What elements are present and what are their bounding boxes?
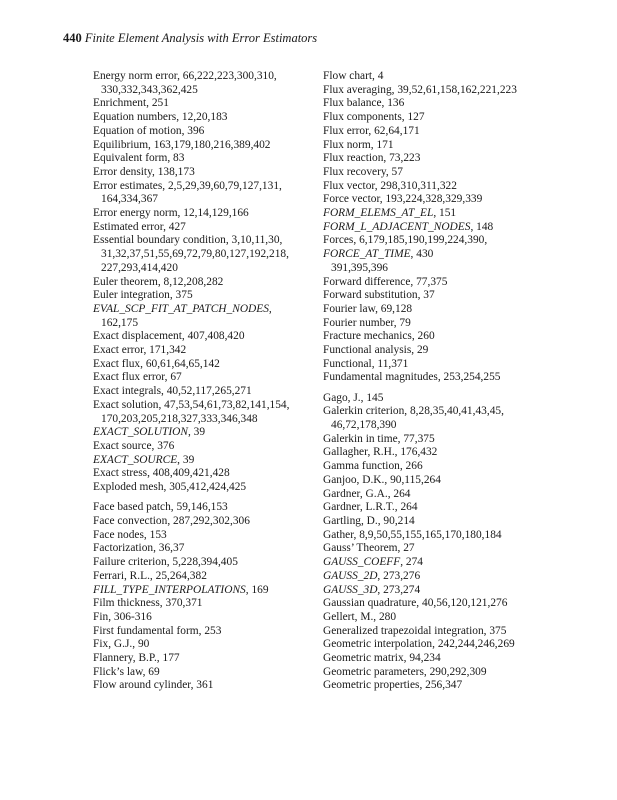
index-entry: Gardner, L.R.T., 264 bbox=[323, 501, 418, 514]
index-entry: Geometric properties, 256,347 bbox=[323, 679, 463, 692]
index-entry: Gaussian quadrature, 40,56,120,121,276 bbox=[323, 597, 508, 610]
index-entry: EVAL_SCP_FIT_AT_PATCH_NODES, bbox=[93, 302, 272, 315]
index-entry: Gauss’ Theorem, 27 bbox=[323, 542, 415, 555]
index-entry: Exact stress, 408,409,421,428 bbox=[93, 467, 230, 480]
index-entry-continuation: 162,175 bbox=[101, 316, 139, 329]
index-entry: Flannery, B.P., 177 bbox=[93, 652, 180, 665]
index-entry: Error density, 138,173 bbox=[93, 165, 195, 178]
index-entry bbox=[323, 584, 553, 598]
index-entry: Failure criterion, 5,228,394,405 bbox=[93, 556, 238, 569]
index-entry: Equilibrium, 163,179,180,216,389,402 bbox=[93, 138, 271, 151]
index-entry: Geometric matrix, 94,234 bbox=[323, 652, 441, 665]
index-column-left bbox=[93, 70, 338, 693]
index-entry-code-name: GAUSS_3D bbox=[323, 583, 378, 596]
index-entry: Enrichment, 251 bbox=[93, 97, 169, 110]
index-entry: Flux reaction, 73,223 bbox=[323, 152, 421, 165]
index-entry-pages: , 274 bbox=[400, 556, 423, 569]
index-entry-continuation: 46,72,178,390 bbox=[331, 419, 397, 432]
index-entry: Gallagher, R.H., 176,432 bbox=[323, 446, 438, 459]
index-entry-code-name: EXACT_SOURCE bbox=[93, 453, 178, 466]
index-entry bbox=[93, 584, 338, 598]
index-entry-continuation: 170,203,205,218,327,333,346,348 bbox=[101, 412, 258, 425]
index-entry bbox=[323, 207, 553, 221]
index-entry: Essential boundary condition, 3,10,11,30, bbox=[93, 234, 283, 247]
index-entry: Flick’s law, 69 bbox=[93, 665, 160, 678]
index-entry: Ferrari, R.L., 25,264,382 bbox=[93, 569, 207, 582]
index-entry: Equation of motion, 396 bbox=[93, 124, 205, 137]
index-entry: Exact flux error, 67 bbox=[93, 371, 182, 384]
index-entry: Flux balance, 136 bbox=[323, 97, 405, 110]
index-entry: Flux recovery, 57 bbox=[323, 165, 403, 178]
index-entry: Flux norm, 171 bbox=[323, 138, 394, 151]
index-entry bbox=[323, 556, 553, 570]
index-entry-pages: , 151 bbox=[433, 207, 457, 220]
index-entry-code-name: FORCE_AT_TIME bbox=[323, 248, 411, 261]
index-entry: Galerkin in time, 77,375 bbox=[323, 432, 435, 445]
index-entry-pages: , 273,276 bbox=[377, 569, 421, 582]
index-entry: Flux components, 127 bbox=[323, 111, 425, 124]
index-entry: Error estimates, 2,5,29,39,60,79,127,131, bbox=[93, 179, 282, 192]
index-entry: Face based patch, 59,146,153 bbox=[93, 501, 228, 514]
index-entry: Equation numbers, 12,20,183 bbox=[93, 111, 228, 124]
index-entry: Gartling, D., 90,214 bbox=[323, 515, 415, 527]
index-entry: Flux vector, 298,310,311,322 bbox=[323, 179, 457, 192]
index-entry: Force vector, 193,224,328,329,339 bbox=[323, 193, 483, 206]
index-entry: Ganjoo, D.K., 90,115,264 bbox=[323, 473, 441, 486]
running-title: Finite Element Analysis with Error Estimators bbox=[84, 31, 318, 45]
index-entry: Fourier number, 79 bbox=[323, 316, 411, 329]
index-entry: First fundamental form, 253 bbox=[93, 624, 222, 637]
index-entry: Euler theorem, 8,12,208,282 bbox=[93, 275, 224, 288]
index-entry: Face convection, 287,292,302,306 bbox=[93, 515, 250, 527]
index-entry: Gardner, G.A., 264 bbox=[323, 487, 411, 500]
index-entry: Exploded mesh, 305,412,424,425 bbox=[93, 481, 247, 494]
index-entry: Euler integration, 375 bbox=[93, 289, 193, 302]
index-entry-pages: , 169 bbox=[245, 583, 269, 596]
index-entry-continuation: 164,334,367 bbox=[101, 193, 158, 206]
index-entry: Flow chart, 4 bbox=[323, 70, 384, 82]
index-entry-code-name: FORM_L_ADJACENT_NODES bbox=[323, 220, 471, 233]
index-entry: Face nodes, 153 bbox=[93, 528, 167, 541]
index-entry: Fundamental magnitudes, 253,254,255 bbox=[323, 371, 501, 384]
page-number: 440 bbox=[63, 31, 82, 45]
index-entry bbox=[323, 570, 553, 584]
index-entry-pages: , 148 bbox=[470, 220, 494, 233]
index-entry: Exact integrals, 40,52,117,265,271 bbox=[93, 385, 252, 398]
index-entry: Geometric parameters, 290,292,309 bbox=[323, 665, 487, 678]
index-entry: Geometric interpolation, 242,244,246,269 bbox=[323, 638, 515, 651]
index-entry: Fin, 306-316 bbox=[93, 610, 152, 623]
index-entry-continuation: 330,332,343,362,425 bbox=[101, 83, 198, 96]
index-entry: Generalized trapezoidal integration, 375 bbox=[323, 624, 507, 637]
index-entry: Flow around cylinder, 361 bbox=[93, 679, 214, 692]
index-entry: Exact error, 171,342 bbox=[93, 344, 187, 357]
index-entry-pages: , 39 bbox=[187, 426, 206, 439]
index-entry-pages: , 39 bbox=[177, 453, 195, 466]
index-entry bbox=[323, 221, 553, 235]
index-entry: Exact flux, 60,61,64,65,142 bbox=[93, 357, 220, 370]
index-entry-pages: , 273,274 bbox=[377, 583, 421, 596]
index-entry: Flux averaging, 39,52,61,158,162,221,223 bbox=[323, 83, 517, 96]
index-entry: Gather, 8,9,50,55,155,165,170,180,184 bbox=[323, 528, 502, 541]
index-entry bbox=[323, 248, 553, 262]
index-entry-continuation: 227,293,414,420 bbox=[101, 261, 178, 274]
index-entry: Gamma function, 266 bbox=[323, 460, 423, 473]
index-entry: Fourier law, 69,128 bbox=[323, 302, 413, 315]
index-entry: Flux error, 62,64,171 bbox=[323, 124, 420, 137]
index-entry: Equivalent form, 83 bbox=[93, 152, 185, 165]
index-entry: Exact displacement, 407,408,420 bbox=[93, 330, 245, 343]
index-entry: Forward substitution, 37 bbox=[323, 289, 435, 302]
index-entry: Functional, 11,371 bbox=[323, 357, 409, 370]
running-header bbox=[63, 30, 317, 46]
index-entry: Exact solution, 47,53,54,61,73,82,141,154, bbox=[93, 398, 290, 411]
index-entry: Film thickness, 370,371 bbox=[93, 597, 203, 610]
index-entry bbox=[93, 426, 338, 440]
index-entry-code-name: GAUSS_COEFF bbox=[323, 556, 401, 569]
index-entry: Factorization, 36,37 bbox=[93, 542, 185, 555]
index-entry: Fix, G.J., 90 bbox=[93, 638, 150, 651]
index-entry: Fracture mechanics, 260 bbox=[323, 330, 435, 343]
index-entry: Exact source, 376 bbox=[93, 439, 175, 452]
index-entry-pages: , 430 bbox=[410, 248, 434, 261]
index-entry: Energy norm error, 66,222,223,300,310, bbox=[93, 70, 277, 82]
index-entry-code-name: EXACT_SOLUTION bbox=[93, 426, 188, 439]
index-entry-code-name: FILL_TYPE_INTERPOLATIONS bbox=[93, 583, 246, 596]
index-entry: Gago, J., 145 bbox=[323, 391, 384, 404]
index-entry: Gellert, M., 280 bbox=[323, 610, 397, 623]
index-entry-continuation: 391,395,396 bbox=[331, 261, 388, 274]
index-entry-continuation: 31,32,37,51,55,69,72,79,80,127,192,218, bbox=[101, 248, 289, 261]
index-entry-code-name: GAUSS_2D bbox=[323, 569, 378, 582]
index-entry: Error energy norm, 12,14,129,166 bbox=[93, 207, 249, 220]
index-entry bbox=[93, 454, 338, 468]
index-column-right bbox=[323, 70, 553, 693]
index-entry-code-name: FORM_ELEMS_AT_EL bbox=[323, 207, 434, 220]
index-entry: Forward difference, 77,375 bbox=[323, 275, 448, 288]
index-entry: Estimated error, 427 bbox=[93, 220, 186, 233]
index-entry: Functional analysis, 29 bbox=[323, 344, 429, 357]
index-entry: Forces, 6,179,185,190,199,224,390, bbox=[323, 234, 488, 247]
index-entry: Galerkin criterion, 8,28,35,40,41,43,45, bbox=[323, 405, 504, 418]
